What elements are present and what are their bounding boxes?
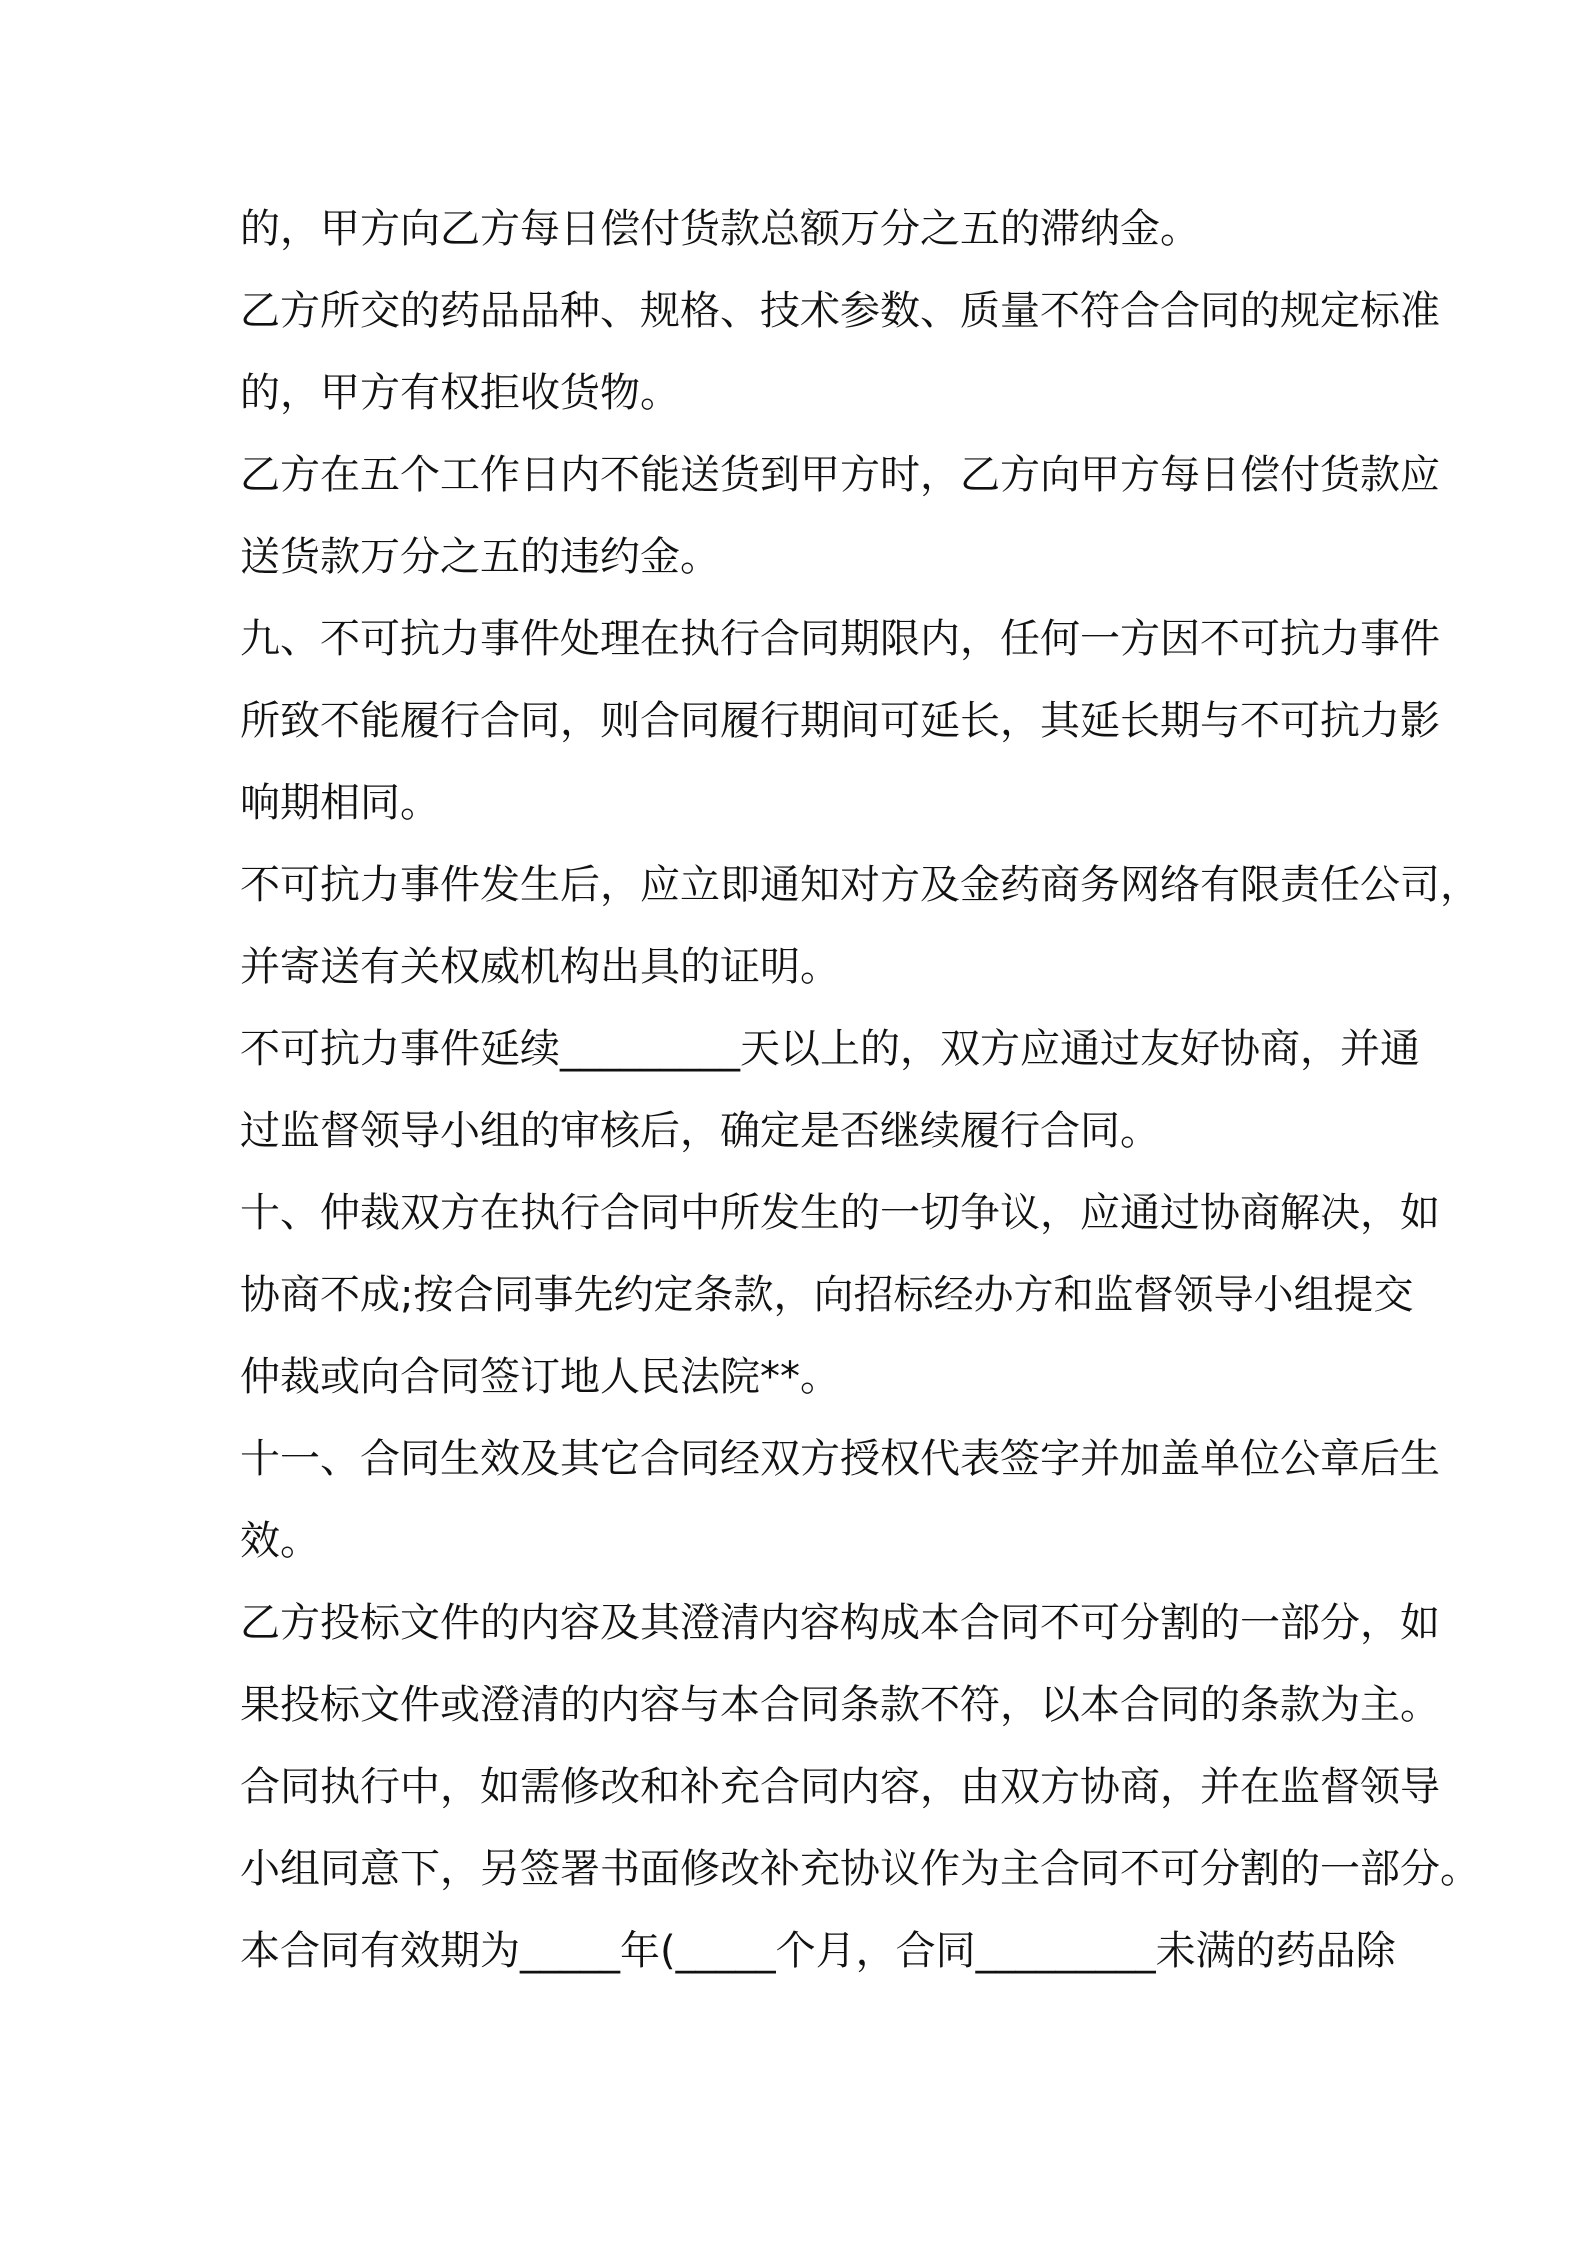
text-line: 送货款万分之五的违约金。 [240,534,720,580]
text-line: 协商不成;按合同事先约定条款，向招标经办方和监督领导小组提交 [240,1272,1414,1318]
text-line: 并寄送有关权威机构出具的证明。 [240,944,840,990]
text-line: 小组同意下，另签署书面修改补充协议作为主合同不可分割的一部分。 [240,1846,1480,1892]
text-line: 不可抗力事件发生后，应立即通知对方及金药商务网络有限责任公司， [240,862,1480,908]
text-line: 乙方投标文件的内容及其澄清内容构成本合同不可分割的一部分，如 [240,1600,1440,1646]
text-line: 过监督领导小组的审核后，确定是否继续履行合同。 [240,1108,1160,1154]
text-line: 不可抗力事件延续_________天以上的，双方应通过友好协商，并通 [240,1026,1420,1072]
text-line: 效。 [240,1518,320,1564]
text-line: 的，甲方有权拒收货物。 [240,370,680,416]
text-line: 乙方在五个工作日内不能送货到甲方时，乙方向甲方每日偿付货款应 [240,452,1440,498]
text-line: 十一、合同生效及其它合同经双方授权代表签字并加盖单位公章后生 [240,1436,1440,1482]
text-line: 本合同有效期为_____年(_____个月，合同_________未满的药品除 [240,1928,1396,1974]
text-line: 仲裁或向合同签订地人民法院**。 [240,1354,840,1400]
text-line: 十、仲裁双方在执行合同中所发生的一切争议，应通过协商解决，如 [240,1190,1440,1236]
text-line: 的，甲方向乙方每日偿付货款总额万分之五的滞纳金。 [240,206,1200,252]
text-line: 响期相同。 [240,780,440,826]
text-line: 乙方所交的药品品种、规格、技术参数、质量不符合合同的规定标准 [240,288,1440,334]
text-line: 九、不可抗力事件处理在执行合同期限内，任何一方因不可抗力事件 [240,616,1440,662]
document-body [240,198,1480,2002]
text-line: 果投标文件或澄清的内容与本合同条款不符，以本合同的条款为主。 [240,1682,1440,1728]
text-line: 合同执行中，如需修改和补充合同内容，由双方协商，并在监督领导 [240,1764,1440,1810]
text-line: 所致不能履行合同，则合同履行期间可延长，其延长期与不可抗力影 [240,698,1440,744]
